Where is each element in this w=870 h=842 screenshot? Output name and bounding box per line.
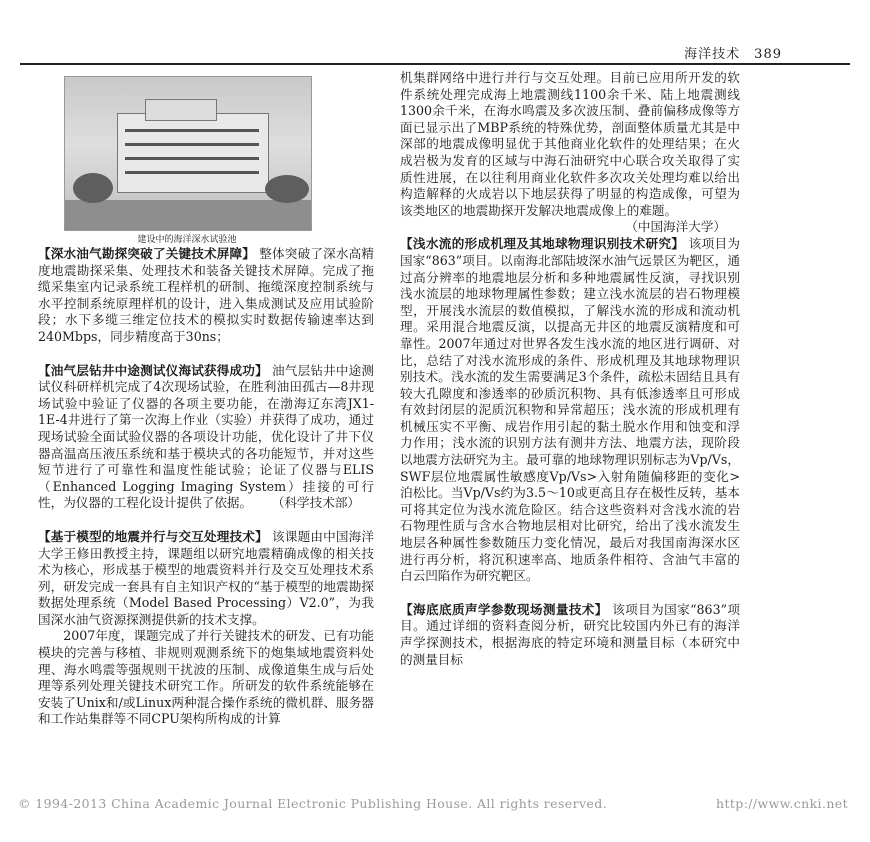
window-row [125,143,259,146]
section-seismic-processing [38,529,374,728]
footer-copyright: © 1994-2013 China Academic Journal Electronic Publishing House. All rights reserved. [18,796,608,811]
section-body: 机集群网络中进行并行与交互处理。目前已应用所开发的软件系统处理完成海上地震测线1100余千米、陆上地震测线1300余千米，在海水鸣震及多次波压制、叠前偏移成像等方面已显示出了MBP系统的特殊优势，剖面整体质量尤其是中深部的地震成像明显优于其他商业化软件的处理结果；在火成岩极为发育的区域与中海石油研究中心联合攻关取得了实质性进展，在以往利用商业化软件多次攻关处理均难以给出构造解释的火成岩以下地层获得了明显的构造成像，可望为该类地区的地震勘探开发解决地震成像上的难题。 [400,70,740,218]
section-body: 该课题由中国海洋大学王修田教授主持，课题组以研究地震精确成像的相关技术为核心，形成基于模型的地震资料并行及交互处理技术系列，研发完成一套具有自主知识产权的“基于模型的地震勘探数据处理系统（Model Based Processing）V2.0”，为我国深水油气资源探测提供新的技术支撑。 [38,528,375,627]
header-rule [20,63,850,65]
building-top [145,99,217,121]
section-seabed-acoustics [400,602,740,668]
window-row [125,129,259,132]
section-heading: 【深水油气勘探突破了关键技术屏障】 [38,246,256,261]
footer-url[interactable]: http://www.cnki.net [716,796,848,811]
section-body: 该项目为国家“863”项目。以南海北部陆坡深水油气远景区为靶区，通过高分辨率的地震地层分析和多种地震属性反演，寻找识别浅水流层的地球物理属性参数；建立浅水流层的岩石物理模型，开展浅水流层的数值模拟，了解浅水流的形成和流动机理。采用混合地震反演，以提高无井区的地震反演精度和可靠性。2007年通过对世界各发生浅水流的地区进行调研、对比，总结了对浅水流形成的条件、形成机理及其地球物理识别技术。浅水流的发生需要满足3个条件，疏松未固结且具有较大孔隙度和渗透率的砂质沉积物、具有低渗透率且可形成有效封闭层的泥质沉积物和异常超压；浅水流的形成机理有机械压实不平衡、成岩作用引起的黏土脱水作用和蚀变和浮力作用；浅水流的识别方法有测井方法、地震方法，现阶段以地震方法研究为主。最可靠的地球物理识别标志为Vp/Vs，SWF层位地震属性敏感度Vp/Vs>入射角随偏移距的变化>泊松比。当Vp/Vs约为3.5～10或更高且存在极性反转，基本可将其定位为浅水流危险区。结合这些资料对含浅水流的岩石物理性质与含水合物地层相对比研究，给出了浅水流发生地层各种属性参数随压力变化情况，最后对我国南海深水区进行再分析，将沉积速率高、地质条件相符、含油气丰富的白云凹陷作为研究靶区。 [400,236,741,584]
right-column [400,70,740,668]
section-source: （中国海洋大学） [625,219,726,235]
section-continued [400,70,740,235]
section-source: （科学技术部） [271,495,360,511]
footer [18,796,858,811]
section-body: 油气层钻井中途测试仪科研样机完成了4次现场试验，在胜利油田孤古—8井现场试验中验证了仪器的各项主要功能，在渤海辽东湾JX1-1E-4井进行了第一次海上作业（实验）并获得了成功，通过现场试验全面试验仪器的各项设计功能，优化设计了井下仪器高温高压液压系统和基于模块式的各功能短节，并对这些短节进行了可靠性和温度性能试验；论证了仪器与ELIS（Enhanced Logging Imaging System）挂接的可行性，为仪器的工程化设计提供了依据。 [38,362,375,511]
ground [65,200,311,230]
journal-name: 海洋技术 [684,47,741,62]
photo-caption: 建设中的海洋深水试验池 [137,235,237,245]
photo-building [64,76,312,231]
building-main [117,113,269,193]
tree [73,173,113,203]
section-drill-test [38,363,374,512]
section-deepwater [38,246,374,346]
running-header [684,43,782,62]
section-body-continued: 2007年度，课题完成了并行关键技术的研发、已有功能模块的完善与移植、非规则观测系统下的炮集域地震资料处理、海水鸣震等强规则干扰波的压制、成像道集生成与后处理等系列处理关键技术研究工作。所研发的软件系统能够在安装了Unix和/或Linux两种混合操作系统的微机群、服务器和工作站集群等不同CPU架构所构成的计算 [38,628,374,727]
section-body: 整体突破了深水高精度地震勘探采集、处理技术和装备关键技术屏障。完成了拖缆采集室内记录系统工程样机的研制、拖缆深度控制系统与水平控制系统原理样机的设计，进入集成测试及应用试验阶段；水下多缆三维定位技术的模拟实时数据传输速率达到240Mbps，同步精度高于30ns； [38,246,375,344]
left-column [38,246,374,728]
section-heading: 【海底底质声学参数现场测量技术】 [400,601,608,617]
window-row [125,157,259,160]
tree [265,175,309,203]
section-heading: 【基于模型的地震并行与交互处理技术】 [38,528,268,544]
section-heading: 【浅水流的形成机理及其地球物理识别技术研究】 [400,236,685,252]
section-heading: 【油气层钻井中途测试仪海试获得成功】 [38,362,268,378]
page-number: 389 [754,47,782,62]
section-body: 该项目为国家“863”项目。通过详细的资料查阅分析，研究比较国内外已有的海洋声学探测技术，根据海底的特定环境和测量目标（本研究中的测量目标 [400,601,741,667]
section-shallow-water-flow [400,236,740,584]
window-row [125,171,259,174]
